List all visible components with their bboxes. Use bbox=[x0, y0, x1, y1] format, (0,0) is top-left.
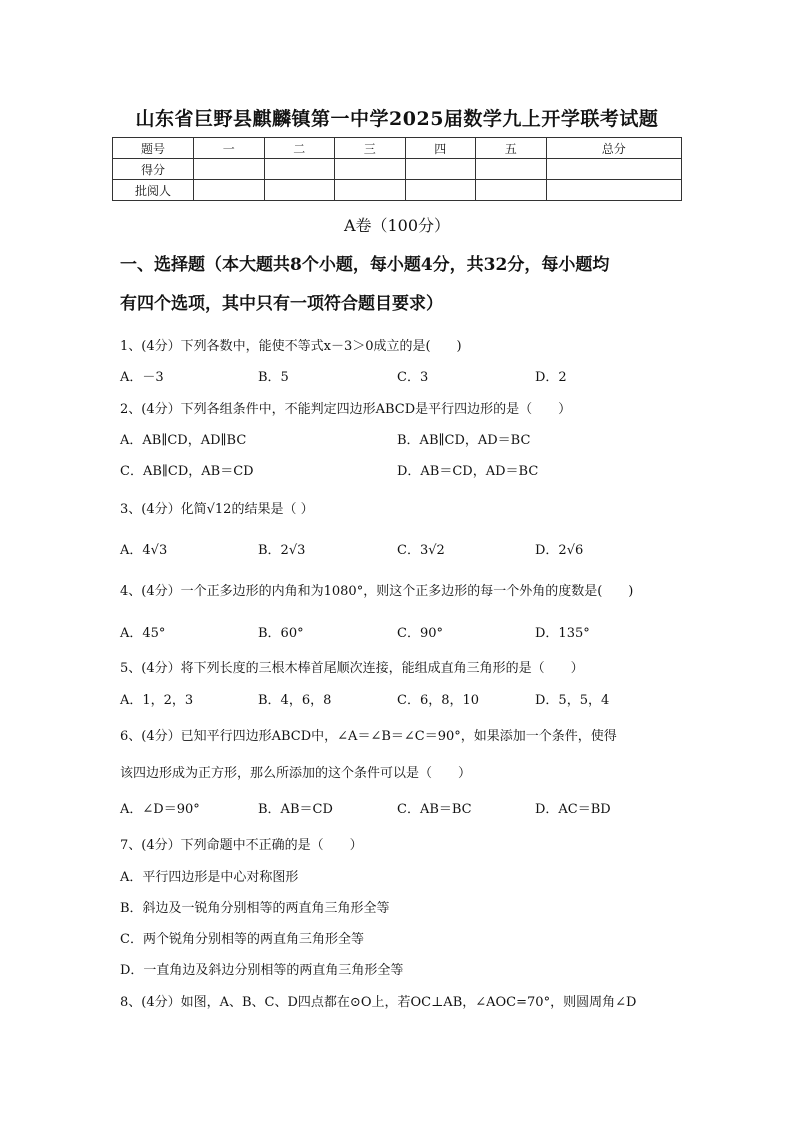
score-table-row bbox=[113, 159, 682, 180]
question-3-option-d[interactable]: D．2√6 bbox=[535, 543, 584, 558]
section-heading-line1: 一、选择题（本大题共8个小题，每小题4分，共32分，每小题均 bbox=[120, 255, 610, 275]
score-table-cell[interactable] bbox=[335, 159, 406, 180]
question-7-stem: 7、(4分）下列命题中不正确的是（ ） bbox=[120, 838, 363, 853]
question-1-option-a[interactable]: A．－3 bbox=[120, 370, 164, 385]
question-6-option-b[interactable]: B．AB＝CD bbox=[258, 802, 333, 817]
question-7-option-b[interactable]: B．斜边及一锐角分别相等的两直角三角形全等 bbox=[120, 901, 390, 916]
question-2-option-b[interactable]: B．AB∥CD，AD＝BC bbox=[397, 433, 531, 448]
question-5-stem: 5、(4分）将下列长度的三根木棒首尾顺次连接，能组成直角三角形的是（ ） bbox=[120, 661, 584, 676]
section-label: A卷（100分） bbox=[343, 216, 451, 235]
score-table-cell: 批阅人 bbox=[113, 180, 194, 201]
question-2-option-d[interactable]: D．AB＝CD，AD＝BC bbox=[397, 464, 539, 479]
question-7-option-d[interactable]: D．一直角边及斜边分别相等的两直角三角形全等 bbox=[120, 963, 404, 978]
score-table-cell[interactable] bbox=[476, 180, 547, 201]
score-table bbox=[112, 137, 682, 201]
question-6-stem-line2: 该四边形成为正方形，那么所添加的这个条件可以是（ ） bbox=[120, 766, 472, 781]
score-table-cell: 得分 bbox=[113, 159, 194, 180]
question-6-option-a[interactable]: A．∠D＝90° bbox=[120, 802, 200, 817]
page-title: 山东省巨野县麒麟镇第一中学2025届数学九上开学联考试题 bbox=[135, 108, 659, 130]
question-5-option-b[interactable]: B．4，6，8 bbox=[258, 693, 332, 708]
question-3-option-a[interactable]: A．4√3 bbox=[120, 543, 168, 558]
question-2-option-a[interactable]: A．AB∥CD，AD∥BC bbox=[120, 433, 247, 448]
question-4-option-d[interactable]: D．135° bbox=[535, 626, 590, 641]
section-heading-line2: 有四个选项，其中只有一项符合题目要求） bbox=[120, 294, 443, 314]
question-4-stem: 4、(4分）一个正多边形的内角和为1080°，则这个正多边形的每一个外角的度数是( ) bbox=[120, 584, 634, 599]
score-table-cell[interactable] bbox=[335, 180, 406, 201]
question-5-option-c[interactable]: C．6，8，10 bbox=[397, 693, 480, 708]
question-4-option-c[interactable]: C．90° bbox=[397, 626, 443, 641]
question-4-option-a[interactable]: A．45° bbox=[120, 626, 166, 641]
score-table-cell[interactable] bbox=[405, 180, 476, 201]
score-table-cell[interactable] bbox=[405, 159, 476, 180]
score-table-header-row bbox=[113, 138, 682, 159]
question-1-option-c[interactable]: C．3 bbox=[397, 370, 429, 385]
question-5-option-a[interactable]: A．1，2，3 bbox=[120, 693, 194, 708]
question-1-stem: 1、(4分）下列各数中，能使不等式x－3＞0成立的是( ) bbox=[120, 339, 462, 354]
question-3-stem: 3、(4分）化简√12的结果是（ ） bbox=[120, 502, 314, 517]
score-table-cell: 题号 bbox=[113, 138, 194, 159]
question-7-option-c[interactable]: C．两个锐角分别相等的两直角三角形全等 bbox=[120, 932, 364, 947]
score-table-cell[interactable] bbox=[194, 180, 265, 201]
question-1-option-b[interactable]: B．5 bbox=[258, 370, 289, 385]
score-table-cell[interactable] bbox=[546, 180, 682, 201]
question-3-option-b[interactable]: B．2√3 bbox=[258, 543, 306, 558]
score-table-cell[interactable] bbox=[546, 159, 682, 180]
question-5-option-d[interactable]: D．5，5，4 bbox=[535, 693, 610, 708]
question-6-stem: 6、(4分）已知平行四边形ABCD中，∠A＝∠B＝∠C＝90°，如果添加一个条件，使得 bbox=[120, 729, 617, 744]
question-2-stem: 2、(4分）下列各组条件中，不能判定四边形ABCD是平行四边形的是（ ） bbox=[120, 402, 572, 417]
question-3-option-c[interactable]: C．3√2 bbox=[397, 543, 445, 558]
question-1-option-d[interactable]: D．2 bbox=[535, 370, 567, 385]
score-table-row bbox=[113, 180, 682, 201]
score-table-cell[interactable] bbox=[264, 180, 335, 201]
score-table-cell: 总分 bbox=[546, 138, 682, 159]
score-table-cell: 四 bbox=[405, 138, 476, 159]
score-table-cell[interactable] bbox=[264, 159, 335, 180]
score-table-cell: 三 bbox=[335, 138, 406, 159]
score-table-cell[interactable] bbox=[476, 159, 547, 180]
question-8-stem: 8、(4分）如图，A、B、C、D四点都在⊙O上，若OC⊥AB，∠AOC=70°，则圆周角∠D bbox=[120, 995, 637, 1010]
question-7-option-a[interactable]: A．平行四边形是中心对称图形 bbox=[120, 870, 299, 885]
score-table-cell: 二 bbox=[264, 138, 335, 159]
question-6-option-d[interactable]: D．AC＝BD bbox=[535, 802, 611, 817]
score-table-cell: 一 bbox=[194, 138, 265, 159]
question-4-option-b[interactable]: B．60° bbox=[258, 626, 304, 641]
question-6-option-c[interactable]: C．AB＝BC bbox=[397, 802, 472, 817]
score-table-cell[interactable] bbox=[194, 159, 265, 180]
score-table-cell: 五 bbox=[476, 138, 547, 159]
question-2-option-c[interactable]: C．AB∥CD，AB＝CD bbox=[120, 464, 254, 479]
